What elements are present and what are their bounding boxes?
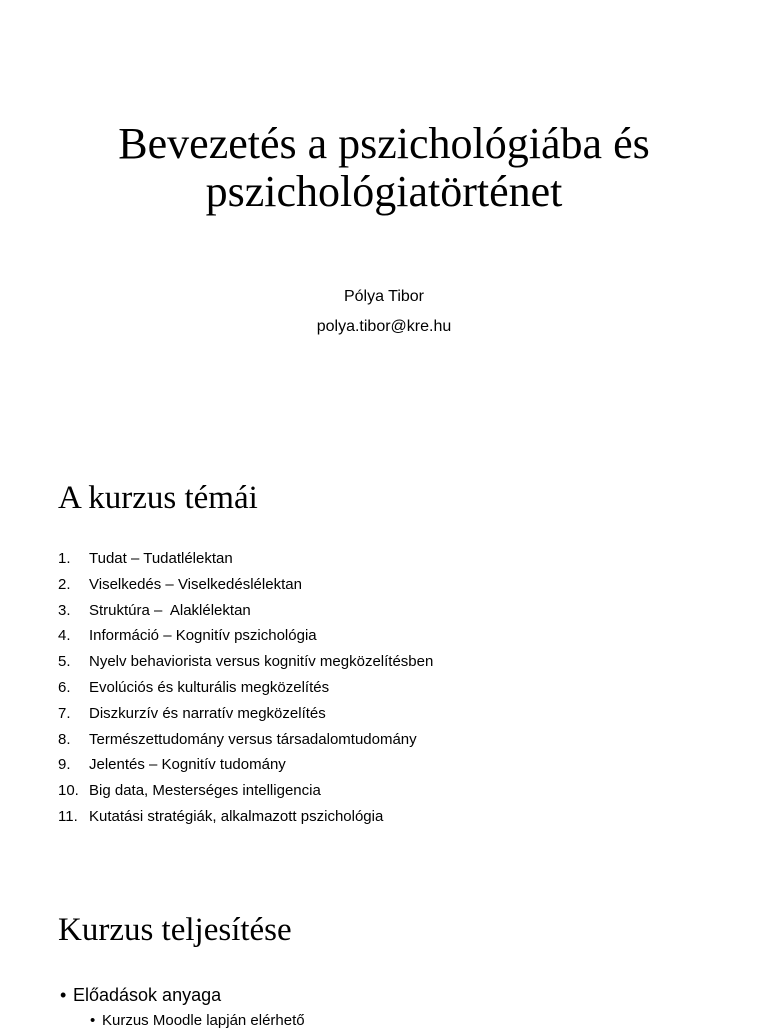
topic-number: 8.	[58, 730, 71, 748]
title-line-1: Bevezetés a pszichológiába és	[118, 119, 650, 168]
topics-heading: A kurzus témái	[58, 480, 258, 516]
topic-item	[58, 778, 433, 804]
topic-item	[58, 701, 433, 727]
topic-item	[58, 623, 433, 649]
slide-title	[0, 120, 768, 216]
topic-item	[58, 727, 433, 753]
topic-number: 10.	[58, 782, 79, 800]
bullet-icon: •	[60, 985, 67, 1005]
topic-number: 3.	[58, 601, 71, 619]
topic-number: 6.	[58, 678, 71, 696]
topic-item	[58, 675, 433, 701]
topic-text: Jelentés – Kognitív tudomány	[89, 756, 286, 774]
topic-number: 1.	[58, 550, 71, 567]
topic-item	[58, 598, 433, 624]
topic-text: Diszkurzív és narratív megközelítés	[89, 704, 326, 722]
topic-text: Viselkedés – Viselkedéslélektan	[89, 575, 302, 593]
topic-number: 5.	[58, 653, 71, 671]
bullet-item	[60, 983, 221, 1007]
topic-item	[58, 649, 433, 675]
topic-item	[58, 572, 433, 598]
sub-bullet-text: Kurzus Moodle lapján elérhető	[102, 1012, 305, 1029]
topics-list	[58, 546, 433, 830]
topic-text: Információ – Kognitív pszichológia	[89, 627, 317, 645]
topic-number: 11.	[58, 807, 78, 825]
topic-text: Evolúciós és kulturális megközelítés	[89, 678, 330, 696]
topic-text: Big data, Mesterséges intelligencia	[89, 782, 321, 800]
topic-number: 7.	[58, 704, 71, 722]
sub-bullet-item	[90, 1011, 305, 1031]
topic-number: 2.	[58, 575, 71, 593]
topic-item	[58, 546, 433, 572]
topic-item	[58, 804, 433, 830]
title-line-2: pszichológiatörténet	[205, 167, 563, 216]
topic-number: 4.	[58, 627, 71, 645]
author-block	[0, 282, 768, 342]
author-name: Pólya Tibor	[343, 288, 425, 305]
topic-text: Kutatási stratégiák, alkalmazott pszichológia	[89, 807, 384, 825]
topic-text: Tudat – Tudatlélektan	[89, 550, 233, 567]
sub-bullet-icon: •	[90, 1012, 96, 1029]
topic-item	[58, 752, 433, 778]
topic-text: Struktúra – Alaklélektan	[89, 601, 251, 619]
topic-text: Nyelv behaviorista versus kognitív megközelítésben	[89, 653, 434, 671]
topic-number: 9.	[58, 756, 71, 774]
topic-text: Természettudomány versus társadalomtudomány	[89, 730, 417, 748]
author-email: polya.tibor@kre.hu	[316, 318, 452, 335]
completion-bullets	[60, 983, 221, 1007]
bullet-text: Előadások anyaga	[73, 985, 222, 1005]
completion-heading: Kurzus teljesítése	[58, 912, 292, 948]
